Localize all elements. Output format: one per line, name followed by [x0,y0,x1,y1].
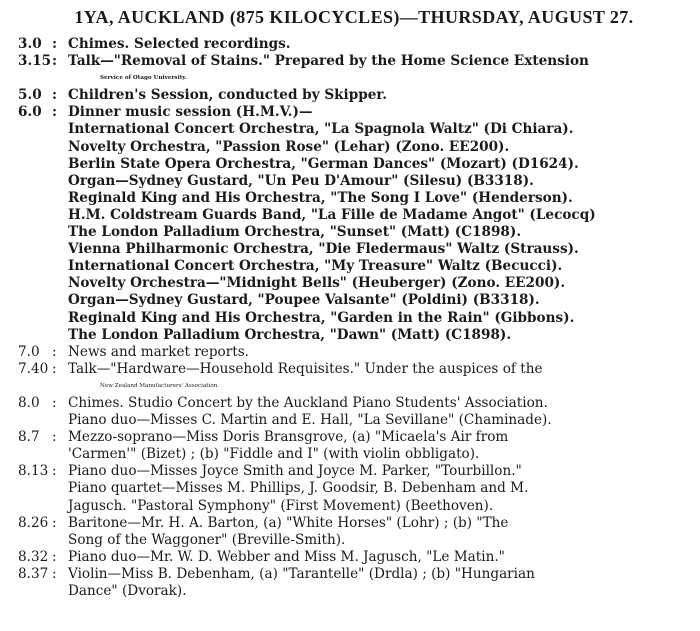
entry-time [18,395,68,412]
entry-line: Novelty Orchestra, "Passion Rose" (Lehar) (Zono. EE200). [68,138,510,155]
programme-entry [18,515,690,549]
page-title: 1YA, AUCKLAND (875 KILOCYCLES)—THURSDAY, AUGUST 27. [74,7,634,27]
entry-time [18,344,68,361]
entry-description [68,53,690,87]
time-value: 8.0 [18,394,40,411]
time-separator: : [52,429,57,446]
time-separator: : [52,565,57,582]
entry-description [68,429,690,463]
time-separator: : [52,463,57,480]
entry-line: Violin—Miss B. Debenham, (a) "Tarantelle" (Drdla) ; (b) "Hungarian [68,565,535,582]
programme-entry [18,36,690,53]
programme-entry [18,361,690,395]
entry-description [68,515,690,549]
programme-listing [18,36,690,600]
entry-line: Chimes. Studio Concert by the Auckland Piano Students' Association. [68,394,548,411]
time-value: 8.7 [18,429,40,446]
entry-line: Chimes. Selected recordings. [68,36,291,52]
entry-description [68,104,690,343]
time-separator: : [52,360,57,377]
entry-time [18,463,68,480]
time-value: 3.15 [18,53,52,70]
time-value: 7.0 [18,343,40,360]
time-separator: : [52,104,58,121]
entry-line: Talk—"Hardware—Household Requisites." Under the auspices of the [68,360,543,377]
entry-line: International Concert Orchestra, "My Treasure" Waltz (Becucci). [68,258,563,275]
entry-time [18,429,68,446]
entry-line: Berlin State Opera Orchestra, "German Dances" (Mozart) (D1624). [68,155,579,172]
entry-description [68,566,690,600]
entry-line: Dinner music session (H.M.V.)— [68,104,313,121]
entry-line: Baritone—Mr. H. A. Barton, (a) "White Horses" (Lohr) ; (b) "The [68,514,509,531]
entry-time [18,549,68,566]
entry-line: 'Carmen'" (Bizet) ; (b) "Fiddle and I" (with violin obbligato). [68,446,480,463]
entry-line: Mezzo-soprano—Miss Doris Bransgrove, (a) "Micaela's Air from [68,429,509,446]
time-value: 7.40 [18,360,49,377]
entry-line: News and market reports. [68,343,249,360]
programme-entry [18,463,690,514]
programme-entry [18,53,690,87]
time-separator: : [52,394,57,411]
entry-line: Vienna Philharmonic Orchestra, "Die Fledermaus" Waltz (Strauss). [68,241,579,258]
time-separator: : [52,87,58,104]
time-separator: : [52,36,58,52]
entry-description [68,36,690,53]
entry-description [68,344,690,361]
entry-line: Song of the Waggoner" (Breville-Smith). [68,531,346,548]
entry-time [18,361,68,378]
entry-description [68,395,690,429]
entry-line: Reginald King and His Orchestra, "The Song I Love" (Henderson). [68,189,573,206]
time-value: 8.37 [18,565,49,582]
entry-line: Organ—Sydney Gustard, "Un Peu D'Amour" (Silesu) (B3318). [68,172,534,189]
programme-entry [18,104,690,343]
entry-line: The London Palladium Orchestra, "Sunset" (Matt) (C1898). [68,224,522,241]
entry-description [68,361,690,395]
entry-time [18,53,68,70]
time-value: 5.0 [18,87,42,104]
entry-line: The London Palladium Orchestra, "Dawn" (Matt) (C1898). [68,326,512,343]
entry-time [18,104,68,121]
time-value: 8.13 [18,463,49,480]
programme-entry [18,344,690,361]
entry-line: Jagusch. "Pastoral Symphony" (First Movement) (Beethoven). [68,497,494,514]
time-value: 8.26 [18,514,49,531]
entry-line: Reginald King and His Orchestra, "Garden in the Rain" (Gibbons). [68,309,575,326]
entry-line: Piano quartet—Misses M. Phillips, J. Goodsir, B. Debenham and M. [68,480,529,497]
entry-line: Dance" (Dvorak). [68,583,187,599]
entry-time [18,36,68,53]
entry-description [68,549,690,566]
entry-line: Service of Otago University. [100,75,187,82]
entry-description [68,87,690,104]
entry-line: Piano duo—Mr. W. D. Webber and Miss M. Jagusch, "Le Matin." [68,548,505,565]
time-value: 8.32 [18,548,49,565]
entry-line: Piano duo—Misses Joyce Smith and Joyce M. Parker, "Tourbillon." [68,463,522,480]
entry-line: Talk—"Removal of Stains." Prepared by the Home Science Extension [68,53,589,70]
entry-time [18,566,68,583]
entry-line: Organ—Sydney Gustard, "Poupee Valsante" (Poldini) (B3318). [68,292,540,309]
entry-line: New Zealand Manufacturers' Association. [100,382,220,389]
programme-entry [18,429,690,463]
programme-entry [18,549,690,566]
entry-line: International Concert Orchestra, "La Spagnola Waltz" (Di Chiara). [68,121,574,138]
time-separator: : [52,548,57,565]
time-separator: : [52,343,57,360]
programme-entry [18,87,690,104]
time-separator: : [52,53,58,70]
time-value: 3.0 [18,36,42,52]
entry-time [18,87,68,104]
time-separator: : [52,514,57,531]
entry-time [18,515,68,532]
entry-line: Piano duo—Misses C. Martin and E. Hall, "La Sevillane" (Chaminade). [68,412,552,429]
programme-entry [18,566,690,600]
entry-line: H.M. Coldstream Guards Band, "La Fille de Madame Angot" (Lecocq) [68,206,596,223]
entry-description [68,463,690,514]
programme-entry [18,395,690,429]
entry-line: Children's Session, conducted by Skipper. [68,87,388,104]
time-value: 6.0 [18,104,42,121]
entry-line: Novelty Orchestra—"Midnight Bells" (Heuberger) (Zono. EE200). [68,275,566,292]
